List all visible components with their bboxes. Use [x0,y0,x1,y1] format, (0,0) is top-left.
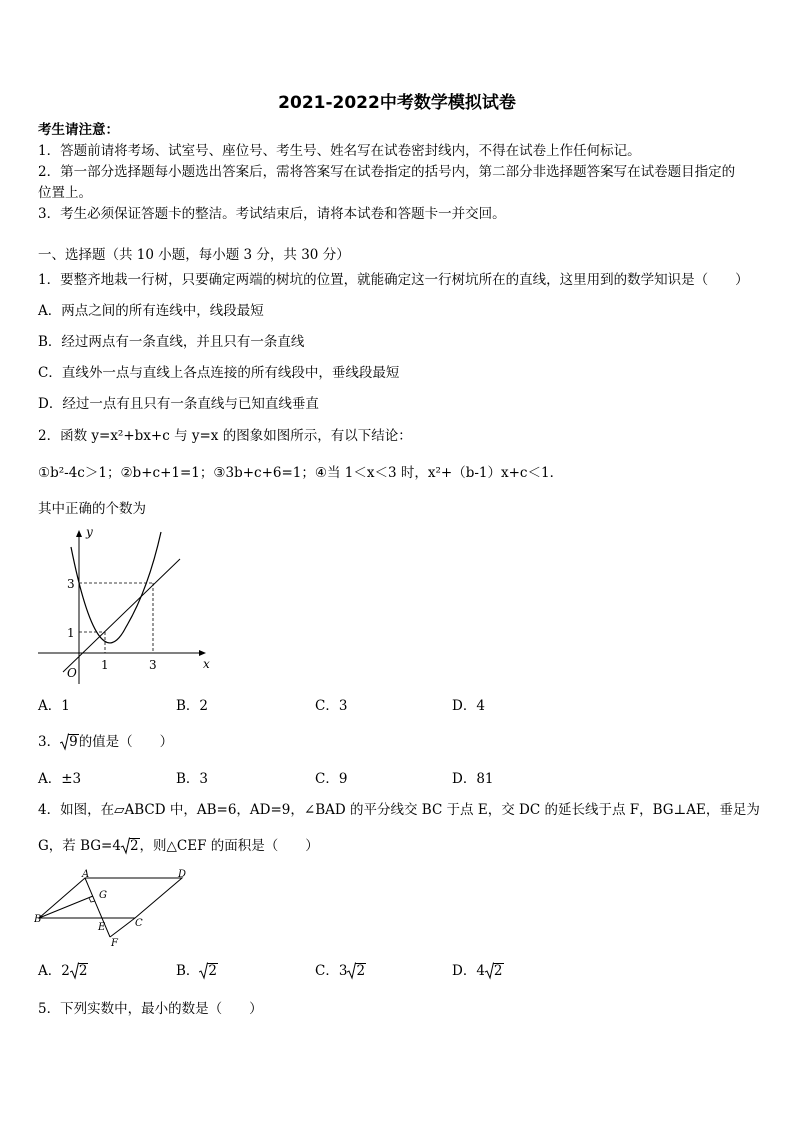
page-title: 2021-2022中考数学模拟试卷 [278,93,516,113]
x-tick-1: 1 [101,658,109,672]
q4-option-c-coef: 3 [338,963,348,979]
q4-option-d-coef: 4 [476,963,485,979]
q2-conclusions: ①b²-4c＞1；②b+c+1=1；③3b+c+6=1；④当 1＜x＜3 时，x²+（b-1）x+c＜1． [38,465,564,481]
q3-sqrt [60,733,79,751]
q4-option-a-coef: 2 [61,963,70,979]
label-c: C [135,918,143,929]
label-g: G [99,890,107,901]
label-a: A [82,869,90,880]
q1-option-d: D．经过一点有且只有一条直线与已知直线垂直 [38,396,319,412]
q4-bg-radicand: 2 [129,838,139,854]
q4-option-a-radicand: 2 [78,963,88,979]
q4-parallelogram-figure [34,868,194,950]
parabola-curve [71,532,161,643]
radical-sign-icon [199,962,208,980]
q4-line2-pre: G，若 BG= [38,838,113,854]
notice-item-2-cont: 位置上。 [38,185,92,201]
q4-option-d-label: D． [452,963,477,979]
q3-tail: 的值是（ ） [78,734,174,750]
radical-sign-icon [347,962,356,980]
q4-option-a [38,962,88,980]
q1-stem: 1．要整齐地栽一行树，只要确定两端的树坑的位置，就能确定这一行树坑所在的直线，这里用到的数学知识是（ ） [38,272,749,288]
q4-stem-line2 [38,837,319,855]
q2-option-c: C．3 [315,698,348,714]
q4-option-c-radicand: 2 [356,963,366,979]
q2-question: 其中正确的个数为 [38,501,146,517]
segment-bg [39,896,93,918]
y-tick-3: 3 [67,577,75,591]
q1-option-a: A．两点之间的所有连线中，线段最短 [38,303,264,319]
label-e: E [98,922,106,933]
segment-cf [110,918,135,937]
q4-option-b-sqrt [199,962,218,980]
q4-option-a-label: A． [38,963,62,979]
q3-option-c: C．9 [315,771,348,787]
q4-option-b-label: B． [176,963,200,979]
q2-option-b: B．2 [176,698,209,714]
q2-function-graph [36,522,226,690]
q4-bg-sqrt [121,837,140,855]
q3-radicand: 9 [69,734,78,750]
origin-label: O [67,666,77,680]
q4-option-b [176,962,218,980]
q2-option-d: D．4 [452,698,485,714]
q4-option-c [315,962,366,980]
line-y-equals-x [63,559,180,672]
y-axis-arrow [76,530,82,537]
x-axis-label: x [203,657,210,671]
x-axis-arrow [199,650,206,656]
x-tick-3: 3 [149,658,157,672]
q4-option-b-radicand: 2 [208,963,218,979]
label-d: D [178,869,187,880]
q3-option-d: D．81 [452,771,494,787]
radical-sign-icon [70,962,79,980]
notice-item-1: 1．答题前请将考场、试室号、座位号、考生号、姓名写在试卷密封线内，不得在试卷上作任何标记。 [38,143,641,159]
q1-option-c: C．直线外一点与直线上各点连接的所有线段中，垂线段最短 [38,365,400,381]
radical-sign-icon [121,837,130,855]
q2-option-a: A．1 [38,698,70,714]
q4-option-c-sqrt [347,962,366,980]
q3-option-a: A．±3 [38,771,82,787]
q4-option-d-sqrt [485,962,504,980]
notice-item-2: 2．第一部分选择题每小题选出答案后，需将答案写在试卷指定的括号内，第二部分非选择题答案写在试卷题目指定的 [38,164,736,180]
q3-number: 3． [38,734,61,750]
notice-heading: 考生请注意： [38,122,119,138]
q1-option-b: B．经过两点有一条直线，并且只有一条直线 [38,334,305,350]
q4-line2-post: ，则△CEF 的面积是（ ） [139,838,319,854]
radical-sign-icon [485,962,494,980]
q4-bg-coef: 4 [112,838,121,854]
q3-option-b: B．3 [176,771,209,787]
notice-item-3: 3．考生必须保证答题卡的整洁。考试结束后，请将本试卷和答题卡一并交回。 [38,206,506,222]
q5-stem: 5．下列实数中，最小的数是（ ） [38,1001,263,1017]
q4-option-c-label: C． [315,963,339,979]
q2-stem: 2．函数 y=x²+bx+c 与 y=x 的图象如图所示，有以下结论： [38,428,412,444]
q4-option-d-radicand: 2 [493,963,503,979]
section-heading: 一、选择题（共 10 小题，每小题 3 分，共 30 分） [38,247,350,263]
q3-stem [38,733,173,751]
radical-sign-icon [60,733,69,751]
label-b: B [34,914,42,925]
y-tick-1: 1 [67,626,75,640]
q4-option-a-sqrt [70,962,89,980]
label-f: F [111,938,118,949]
y-axis-label: y [86,525,93,539]
parallelogram-abcd [39,878,182,918]
q4-option-d [452,962,504,980]
q4-stem: 4．如图，在▱ABCD 中，AB=6，AD=9，∠BAD 的平分线交 BC 于点 E，交 DC 的延长线于点 F，BG⊥AE，垂足为 [38,802,760,818]
